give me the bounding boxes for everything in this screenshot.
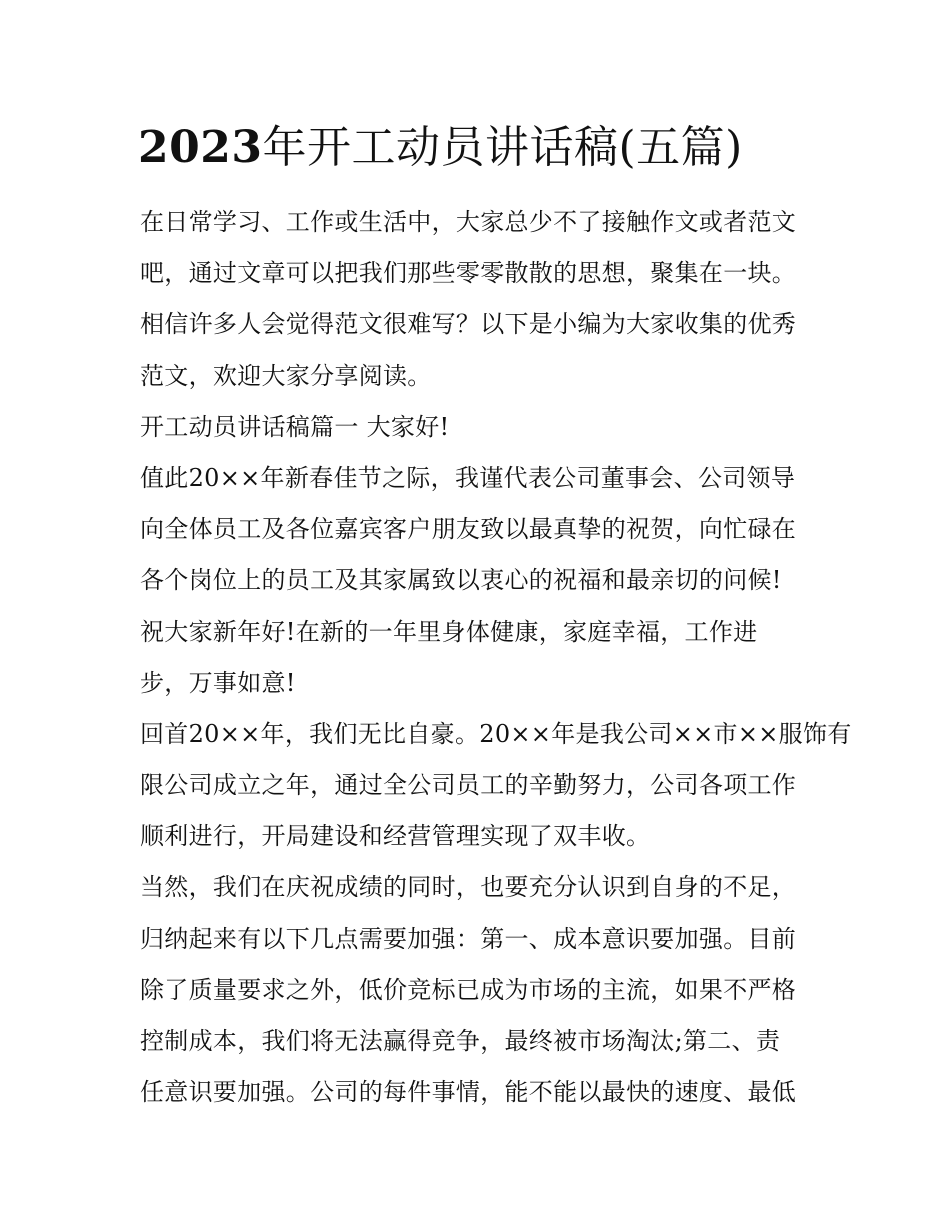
text-line: 除了质量要求之外，低价竞标已成为市场的主流，如果不严格 <box>140 975 797 1004</box>
page-title <box>138 118 743 178</box>
body-text <box>140 197 852 1118</box>
title-year: 2023 <box>138 122 263 173</box>
text-line: 顺利进行，开局建设和经营管理实现了双丰收。 <box>140 822 651 851</box>
text-line: 向全体员工及各位嘉宾客户朋友致以最真挚的祝贺，向忙碌在 <box>140 515 797 544</box>
text-line: 任意识要加强。公司的每件事情，能不能以最快的速度、最低 <box>140 1078 797 1107</box>
text-line: 步，万事如意! <box>140 668 296 697</box>
text-line: 祝大家新年好!在新的一年里身体健康，家庭幸福，工作进 <box>140 617 758 646</box>
section-heading: 开工动员讲话稿篇一 大家好! <box>140 412 450 441</box>
text-line: 范文，欢迎大家分享阅读。 <box>140 361 432 390</box>
text-line: 值此20××年新春佳节之际，我谨代表公司董事会、公司领导 <box>140 463 796 492</box>
text-line: 当然，我们在庆祝成绩的同时，也要充分认识到自身的不足， <box>140 873 797 902</box>
title-text: 年开工动员讲话稿(五篇) <box>262 122 743 173</box>
text-line: 归纳起来有以下几点需要加强：第一、成本意识要加强。目前 <box>140 924 797 953</box>
text-line: 控制成本，我们将无法赢得竞争，最终被市场淘汰;第二、责 <box>140 1027 781 1055</box>
text-line: 相信许多人会觉得范文很难写？以下是小编为大家收集的优秀 <box>140 310 797 339</box>
text-line: 回首20××年，我们无比自豪。20××年是我公司××市××服饰有 <box>140 719 852 748</box>
text-line: 限公司成立之年，通过全公司员工的辛勤努力，公司各项工作 <box>140 771 797 800</box>
text-line: 在日常学习、工作或生活中，大家总少不了接触作文或者范文 <box>140 208 797 236</box>
text-line: 各个岗位上的员工及其家属致以衷心的祝福和最亲切的问候! <box>140 566 782 595</box>
text-line: 吧，通过文章可以把我们那些零零散散的思想，聚集在一块。 <box>140 259 797 288</box>
